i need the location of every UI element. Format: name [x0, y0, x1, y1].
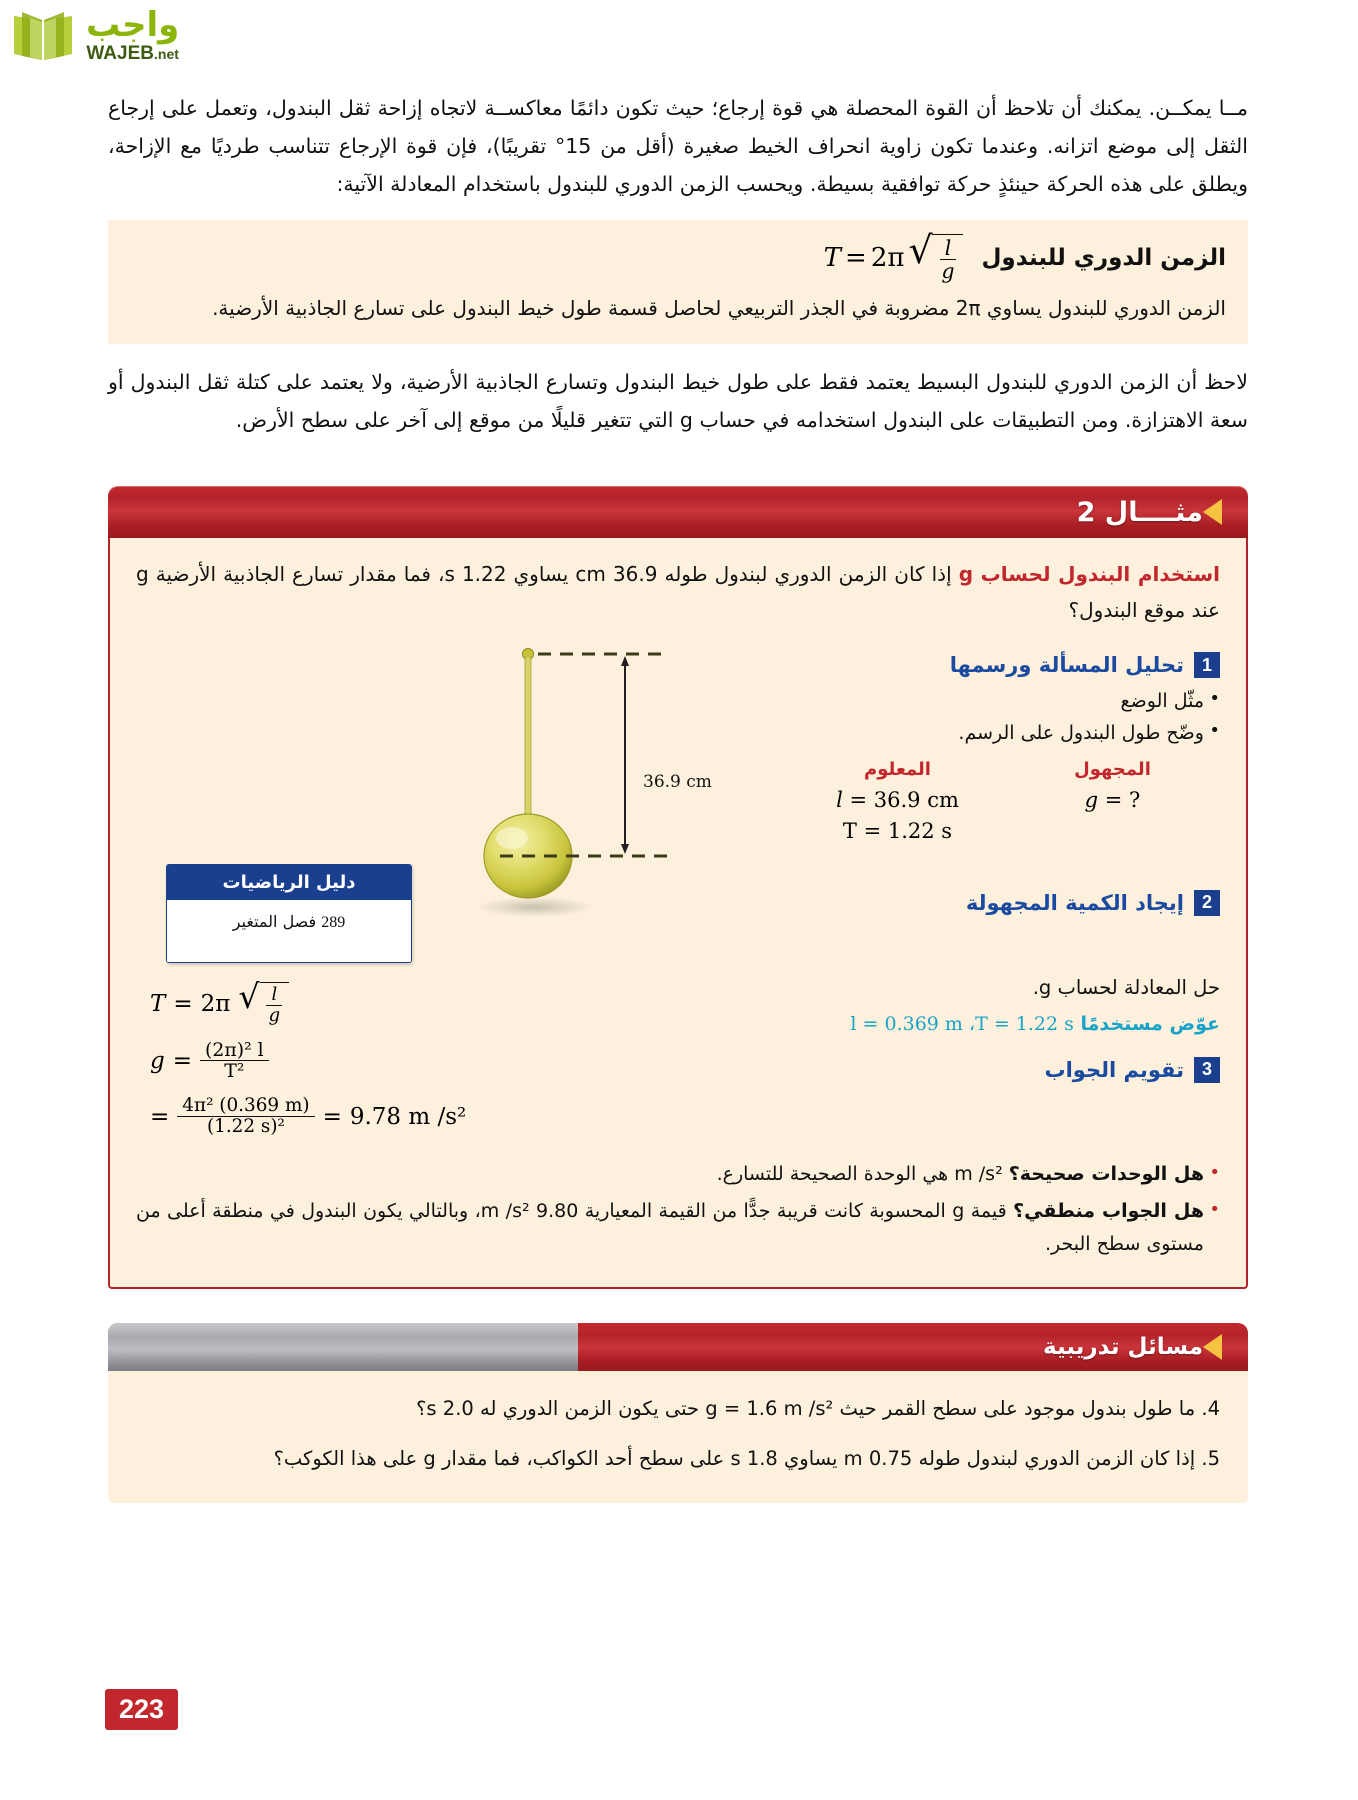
solve-instruction: حل المعادلة لحساب g.: [1032, 975, 1220, 999]
example-title: مثــــال 2: [1076, 496, 1203, 528]
example-problem-statement: [136, 556, 1220, 628]
step-3-title: تقويم الجواب: [1044, 1057, 1184, 1082]
math-guide-page: 289: [321, 914, 346, 932]
sol2-eq: =: [172, 1047, 193, 1074]
practice-banner: [108, 1323, 1248, 1371]
step1-right-column: [790, 638, 1220, 1151]
step-2-title: إيجاد الكمية المجهولة: [965, 890, 1184, 915]
sol1-coef: 2π: [200, 990, 231, 1017]
math-guide-title: دليل الرياضيات: [167, 865, 411, 900]
sol1-lhs: T: [150, 990, 166, 1017]
known-unknown-table: [790, 759, 1220, 850]
formula-denominator: g: [941, 259, 955, 284]
solution-line-2: [150, 1040, 790, 1082]
sol2-lhs: g: [150, 1047, 165, 1074]
math-guide-body: [167, 900, 411, 962]
step-3-number: 3: [1194, 1057, 1220, 1083]
radical-sign: √: [908, 227, 933, 272]
practice-banner-grey-left: [108, 1323, 578, 1371]
step-2-number: 2: [1194, 890, 1220, 916]
solution-line-3: [150, 1096, 790, 1137]
practice-title: مسائل تدريبية: [1043, 1334, 1203, 1361]
practice-triangle-marker-icon: [1203, 1334, 1222, 1360]
logo-text: [86, 5, 180, 64]
sol1-den: g: [268, 1004, 281, 1026]
practice-section: [108, 1323, 1248, 1503]
intro-paragraph-2: لاحظ أن الزمن الدوري للبندول البسيط يعتمد فقط على طول خيط البندول وتسارع الجاذبية الأرضية، ولا يعتمد على كتلة ثقل البندول أو سعة الاهتزازة. ومن التطبيقات على البندول استخدامه في حساب g التي تتغير قليلًا من موقع إلى آخر على سطح الأرض.: [108, 370, 1248, 433]
solution-line-1: [150, 977, 790, 1026]
sol2-den: T²: [224, 1060, 245, 1083]
formula-lhs: T: [823, 243, 842, 274]
practice-item-2: 5. إذا كان الزمن الدوري لبندول طوله 0.75 m يساوي 1.8 s على سطح أحد الكواكب، فما مقدار g على هذا الكوكب؟: [273, 1447, 1220, 1471]
known-column: [790, 759, 1005, 850]
page-number-badge: 223: [105, 1689, 178, 1730]
sol2-num: (2π)² l: [200, 1040, 269, 1062]
open-book-icon: [10, 10, 76, 62]
step-1-number: 1: [1194, 652, 1220, 678]
evaluation-item-2: [136, 1195, 1220, 1262]
known-header: المعلوم: [864, 758, 931, 780]
pendulum-diagram: [460, 644, 790, 934]
step-1-bullets: [790, 686, 1220, 749]
formula-row: [130, 227, 1226, 284]
example-section: [108, 486, 1248, 1289]
formula-label: الزمن الدوري للبندول: [981, 245, 1226, 272]
step-3-header: [790, 1057, 1220, 1083]
known-value-2: T = 1.22 s: [842, 818, 953, 843]
example-topic-highlight: استخدام البندول لحساب g: [958, 562, 1221, 587]
step-1-header: [790, 652, 1220, 678]
step1-bullet-2: • وضّح طول البندول على الرسم.: [790, 718, 1220, 749]
substitution-label: عوّض مستخدمًا: [1080, 1012, 1220, 1035]
step1-columns: [136, 638, 1220, 1151]
sol1-sqrt: [238, 977, 289, 1026]
page-content: [108, 90, 1248, 1503]
pendulum-length-label: 36.9 cm: [643, 772, 712, 793]
practice-body: [108, 1371, 1248, 1503]
evaluation-item-1: [136, 1158, 1220, 1191]
evaluation-list: [136, 1158, 1220, 1262]
triangle-marker-icon: [1203, 499, 1222, 525]
step-1-title: تحليل المسألة ورسمها: [949, 653, 1184, 678]
formula-numerator: l: [940, 237, 956, 260]
sol3-result: 9.78 m /s²: [349, 1103, 467, 1130]
known-value-1: l = 36.9 cm: [836, 787, 959, 812]
eval1-question: هل الوحدات صحيحة؟: [1008, 1162, 1204, 1185]
sol2-fraction: [200, 1040, 269, 1082]
eval1-answer: m /s² هي الوحدة الصحيحة للتسارع.: [716, 1162, 1009, 1185]
sol3-num: 4π² (0.369 m): [177, 1096, 314, 1117]
math-guide-text: فصل المتغير: [232, 912, 317, 932]
sol3-result-eq: =: [322, 1103, 342, 1130]
sol1-radical-sign: √: [238, 977, 260, 1017]
math-guide-box: [166, 864, 412, 963]
site-logo: [10, 5, 180, 64]
sol3-eq: =: [150, 1103, 170, 1130]
substitution-line: [790, 1013, 1220, 1035]
sol3-den: (1.22 s)²: [206, 1116, 285, 1138]
logo-english-text: WAJEB.net: [86, 43, 179, 64]
sol1-num: l: [271, 984, 278, 1006]
example-body: [108, 538, 1248, 1289]
formula-description: الزمن الدوري للبندول يساوي 2π مضروبة في الجذر التربيعي لحاصل قسمة طول خيط البندول على تسارع الجاذبية الأرضية.: [212, 296, 1226, 321]
formula-sqrt: [908, 227, 963, 284]
example-statement-rest: إذا كان الزمن الدوري لبندول طوله 36.9 cm يساوي 1.22 s، فما مقدار تسارع الجاذبية الأرضية g عند موقع البندول؟: [136, 562, 1220, 623]
logo-arabic-text: واجب: [86, 5, 180, 45]
eval2-question: هل الجواب منطقي؟: [1013, 1199, 1204, 1222]
intro-paragraph-1: مــا يمكــن. يمكنك أن تلاحظ أن القوة المحصلة هي قوة إرجاع؛ حيث تكون دائمًا معاكســة لاتجاه إزاحة ثقل البندول، وتعمل على إرجاع الثقل إلى موضع اتزانه. وعندما تكون زاوية انحراف الخيط صغيرة (أقل من 15° تقريبًا)، فإن قوة الإرجاع تتناسب طرديًا مع الإزاحة، ويطلق على هذه الحركة حينئذٍ حركة توافقية بسيطة. ويحسب الزمن الدوري للبندول باستخدام المعادلة الآتية:: [108, 96, 1248, 196]
formula-coefficient: 2π: [870, 243, 905, 274]
formula-equals: =: [845, 243, 867, 274]
eval2-answer: قيمة g المحسوبة كانت قريبة جدًّا من القيمة المعيارية 9.80 m /s²، وبالتالي يكون البندول في منطقة أعلى من مستوى سطح البحر.: [136, 1199, 1204, 1256]
example-banner: [108, 486, 1248, 538]
formula-fraction: [936, 237, 959, 283]
unknown-value-1: g = ?: [1084, 787, 1141, 812]
unknown-column: [1005, 759, 1220, 850]
practice-item-1: 4. ما طول بندول موجود على سطح القمر حيث g = 1.6 m /s² حتى يكون الزمن الدوري له 2.0 s؟: [416, 1397, 1220, 1421]
formula-callout-box: [108, 220, 1248, 345]
substitution-values: l = 0.369 m ،T = 1.22 s: [850, 1012, 1074, 1035]
step1-left-column: [136, 638, 790, 1151]
sol3-fraction: [177, 1096, 314, 1137]
solution-math-block: [136, 977, 790, 1138]
sol1-eq: =: [173, 990, 193, 1017]
step-2-header: [790, 890, 1220, 916]
period-formula: [823, 227, 964, 284]
sol1-fraction: [264, 985, 285, 1025]
step1-bullet-1: • مثّل الوضع: [790, 686, 1220, 717]
unknown-header: المجهول: [1074, 758, 1151, 780]
